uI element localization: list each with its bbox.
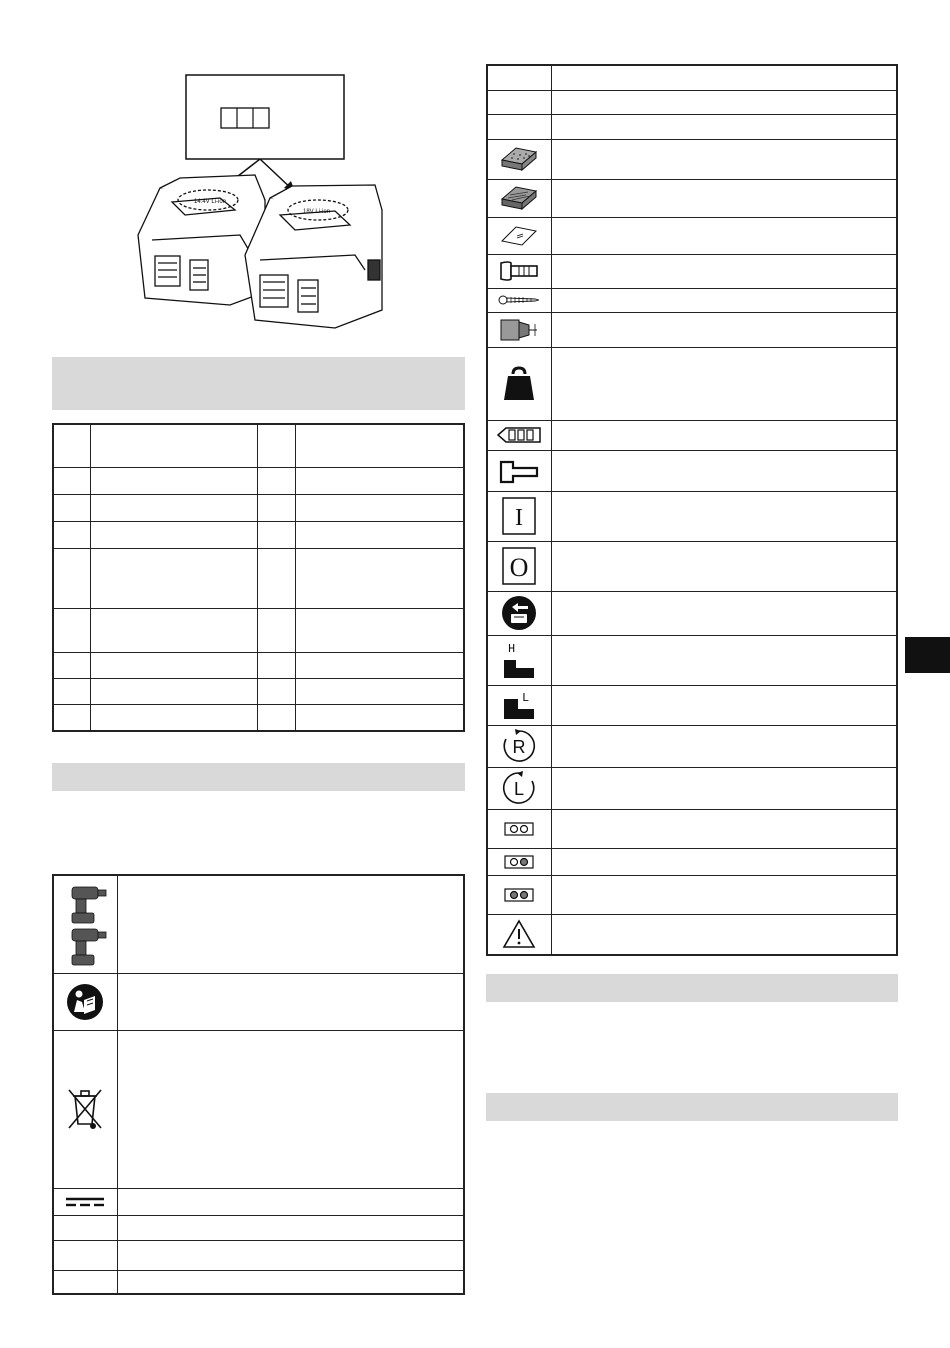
table-row [53, 1215, 464, 1240]
rotation-right-icon [488, 728, 551, 764]
table-row [487, 65, 897, 90]
table-row [53, 424, 464, 467]
high-speed-icon [488, 640, 551, 680]
table-row [53, 608, 464, 652]
symbol-text [117, 1188, 464, 1215]
table-row [487, 114, 897, 139]
language-side-tab [905, 637, 950, 673]
wood-screw-icon [488, 294, 551, 306]
table-row [53, 521, 464, 548]
symbol-text [551, 591, 897, 635]
section-heading-bar-2 [486, 1093, 898, 1121]
symbol-text [117, 875, 464, 973]
symbol-text [551, 179, 897, 217]
symbol-text [551, 635, 897, 685]
symbols-heading-bar [52, 763, 465, 791]
symbol-text [117, 1240, 464, 1270]
symbol-text [551, 312, 897, 347]
table-row [53, 875, 464, 973]
spec-heading-bar [52, 357, 465, 410]
table-row [53, 1030, 464, 1188]
table-row [53, 1240, 464, 1270]
chuck-icon [488, 316, 551, 344]
table-row [487, 914, 897, 955]
table-row [487, 725, 897, 767]
weight-icon [488, 366, 551, 402]
table-row [487, 685, 897, 725]
table-row [487, 450, 897, 491]
table-row [487, 635, 897, 685]
symbol-text [551, 767, 897, 809]
symbol-text [117, 973, 464, 1030]
table-row [487, 312, 897, 347]
read-manual-icon [54, 982, 117, 1022]
svg-text:R: R [512, 737, 526, 757]
symbol-text [551, 65, 897, 90]
battery-left [138, 175, 265, 305]
soft-wood-block-icon [488, 144, 551, 174]
symbol-text [551, 914, 897, 955]
table-row [53, 467, 464, 494]
table-row [487, 541, 897, 591]
battery-outline-icon [488, 426, 551, 444]
table-row [487, 848, 897, 875]
battery-right-label: 18V Li-ion [303, 209, 331, 215]
battery-figure [120, 70, 400, 335]
symbols-table-left [52, 874, 465, 1295]
symbol-text [551, 254, 897, 288]
table-row [487, 591, 897, 635]
table-row [53, 678, 464, 704]
table-row [487, 809, 897, 848]
switch-off-icon [488, 547, 551, 585]
hammer-arrow-icon [488, 458, 551, 484]
table-row [53, 973, 464, 1030]
symbol-text [551, 139, 897, 179]
thin-plate-icon [488, 223, 551, 249]
symbol-text [117, 1030, 464, 1188]
symbol-text [117, 1215, 464, 1240]
symbol-text [551, 809, 897, 848]
direct-current-icon [54, 1195, 117, 1209]
table-row [53, 704, 464, 731]
battery-level-low-icon [488, 888, 551, 902]
table-row [487, 767, 897, 809]
battery-left-label: 14.4V Li-ion [194, 199, 227, 205]
bolt-icon [488, 259, 551, 283]
unlock-arrow-icon [488, 594, 551, 632]
symbol-text [551, 491, 897, 541]
symbol-text [551, 114, 897, 139]
symbol-text [551, 541, 897, 591]
battery-level-full-icon [488, 822, 551, 836]
table-row [487, 288, 897, 312]
symbol-text [551, 685, 897, 725]
table-row [487, 90, 897, 114]
table-row [487, 491, 897, 541]
symbol-text [551, 217, 897, 254]
svg-text:L: L [522, 691, 530, 705]
table-row [487, 254, 897, 288]
symbol-text [551, 347, 897, 420]
specifications-table [52, 423, 465, 732]
svg-text:H: H [508, 642, 516, 656]
table-row [487, 139, 897, 179]
warning-triangle-icon [488, 919, 551, 949]
table-row [487, 875, 897, 914]
switch-on-icon [488, 497, 551, 535]
symbols-table-right [486, 64, 898, 956]
table-row [53, 494, 464, 521]
table-row [53, 1270, 464, 1294]
symbol-text [551, 848, 897, 875]
svg-text:O: O [509, 553, 529, 582]
section-heading-bar-1 [486, 974, 898, 1002]
symbol-text [551, 450, 897, 491]
symbol-text [551, 90, 897, 114]
table-row [487, 217, 897, 254]
symbol-text [551, 725, 897, 767]
label-cells [221, 108, 269, 128]
battery-level-half-icon [488, 855, 551, 869]
table-row [53, 1188, 464, 1215]
symbol-text [551, 288, 897, 312]
symbol-text [551, 420, 897, 450]
svg-text:I: I [515, 505, 524, 531]
table-row [53, 548, 464, 608]
table-row [487, 420, 897, 450]
table-row [487, 179, 897, 217]
power-tool-icon [54, 879, 117, 969]
symbol-text [551, 875, 897, 914]
crossed-bin-icon [54, 1086, 117, 1132]
table-row [487, 347, 897, 420]
low-speed-icon [488, 689, 551, 721]
table-row [53, 652, 464, 678]
svg-text:L: L [514, 779, 525, 799]
hard-wood-block-icon [488, 183, 551, 213]
rotation-left-icon [488, 770, 551, 806]
symbol-text [117, 1270, 464, 1294]
